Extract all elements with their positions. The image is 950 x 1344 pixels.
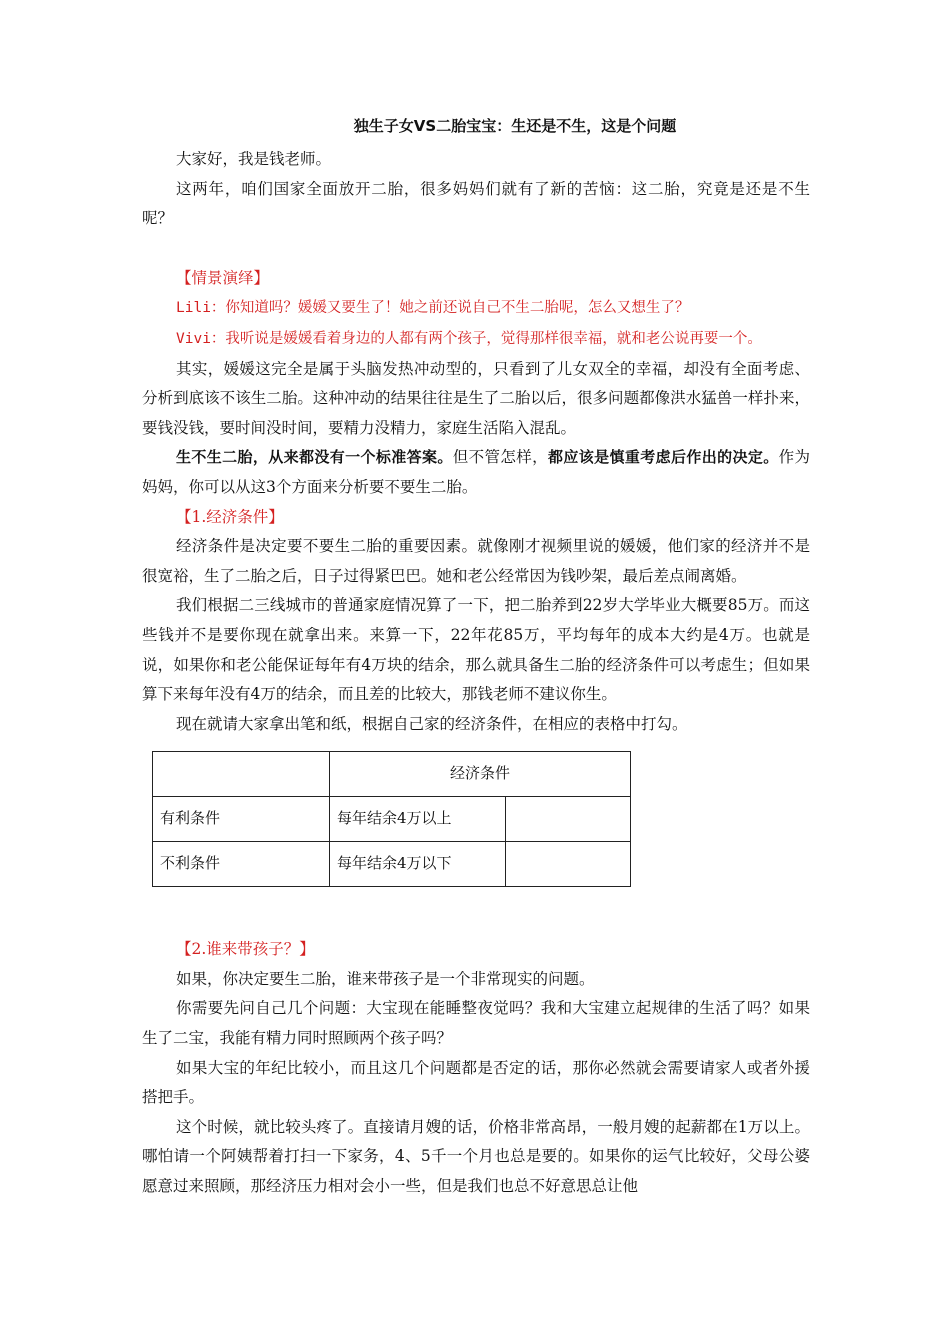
- paragraph-intro: 这两年，咱们国家全面放开二胎，很多妈妈们就有了新的苦恼：这二胎，究竟是还是不生呢？: [142, 179, 810, 228]
- table-header: 经济条件: [330, 752, 631, 797]
- row-check-cell: [506, 842, 631, 887]
- decision-normal-1: 但不管怎样，: [452, 448, 548, 467]
- economy-table: [152, 751, 631, 887]
- document-title: 独生子女VS二胎宝宝：生还是不生，这是个问题: [353, 117, 677, 135]
- dialog-vivi: [142, 324, 810, 355]
- section-heading-care: 【2.谁来带孩子？】: [176, 940, 315, 959]
- paragraph-care-3: 如果大宝的年纪比较小，而且这几个问题都是否定的话，那你必然就会需要请家人或者外援搭把手。: [142, 1058, 810, 1107]
- table-row: [153, 842, 631, 887]
- decision-normal-2: 作为妈妈，你可以从这3个方面来分析要不要生二胎。: [142, 448, 810, 496]
- section-heading-scene: 【情景演绎】: [176, 268, 270, 287]
- paragraph-care-2: 你需要先问自己几个问题：大宝现在能睡整夜觉吗？我和大宝建立起规律的生活了吗？如果生了二宝，我能有精力同时照顾两个孩子吗？: [142, 999, 810, 1048]
- table-cell-empty: [153, 752, 330, 797]
- table-header-row: [153, 752, 631, 797]
- row-condition: 每年结余4万以上: [330, 797, 506, 842]
- row-check-cell: [506, 797, 631, 842]
- paragraph-econ-3: 现在就请大家拿出笔和纸，根据自己家的经济条件，在相应的表格中打勾。: [176, 714, 688, 733]
- paragraph-greeting: 大家好，我是钱老师。: [176, 150, 332, 168]
- spacer: [142, 234, 810, 264]
- paragraph-impulse: 其实，媛媛这完全是属于头脑发热冲动型的，只看到了儿女双全的幸福，却没有全面考虑、分析到底该不该生二胎。这种冲动的结果往往是生了二胎以后，很多问题都像洪水猛兽一样扑来，要钱没钱，要时间没时间，要精力没精力，家庭生活陷入混乱。: [142, 359, 810, 437]
- spacer: [142, 887, 810, 935]
- paragraph-econ-2: 我们根据二三线城市的普通家庭情况算了一下，把二胎养到22岁大学毕业大概要85万。而这些钱并不是要你现在就拿出来。来算一下，22年花85万，平均每年的成本大约是4万。也就是说，如果你和老公能保证每年有4万块的结余，那么就具备生二胎的经济条件可以考虑生；但如果算下来每年没有4万的结余，而且差的比较大，那钱老师不建议你生。: [142, 596, 810, 704]
- table-row: [153, 797, 631, 842]
- decision-bold-1: 生不生二胎，从来都没有一个标准答案。: [176, 448, 453, 467]
- document-body: [142, 145, 810, 1202]
- dialog-vivi-text: Vivi：我听说是媛媛看着身边的人都有两个孩子，觉得那样很幸福，就和老公说再要一个。: [176, 330, 762, 347]
- paragraph-decision: [142, 443, 810, 502]
- paragraph-care-1: 如果，你决定要生二胎，谁来带孩子是一个非常现实的问题。: [176, 969, 595, 988]
- section-heading-economy: 【1.经济条件】: [176, 507, 284, 526]
- row-label: 有利条件: [153, 797, 330, 842]
- paragraph-care-4: 这个时候，就比较头疼了。直接请月嫂的话，价格非常高昂，一般月嫂的起薪都在1万以上。哪怕请一个阿姨帮着打扫一下家务，4、5千一个月也总是要的。如果你的运气比较好，父母公婆愿意过来照顾，那经济压力相对会小一些，但是我们也总不好意思总让他: [142, 1117, 810, 1196]
- dialog-lili: [142, 293, 810, 324]
- decision-bold-2: 都应该是慎重考虑后作出的决定。: [547, 448, 779, 467]
- row-condition: 每年结余4万以下: [330, 842, 506, 887]
- dialog-lili-text: Lili：你知道吗？媛媛又要生了！她之前还说自己不生二胎呢，怎么又想生了？: [176, 300, 690, 317]
- row-label: 不利条件: [153, 842, 330, 887]
- paragraph-econ-1: 经济条件是决定要不要生二胎的重要因素。就像刚才视频里说的媛媛，他们家的经济并不是很宽裕，生了二胎之后，日子过得紧巴巴。她和老公经常因为钱吵架，最后差点闹离婚。: [142, 537, 810, 585]
